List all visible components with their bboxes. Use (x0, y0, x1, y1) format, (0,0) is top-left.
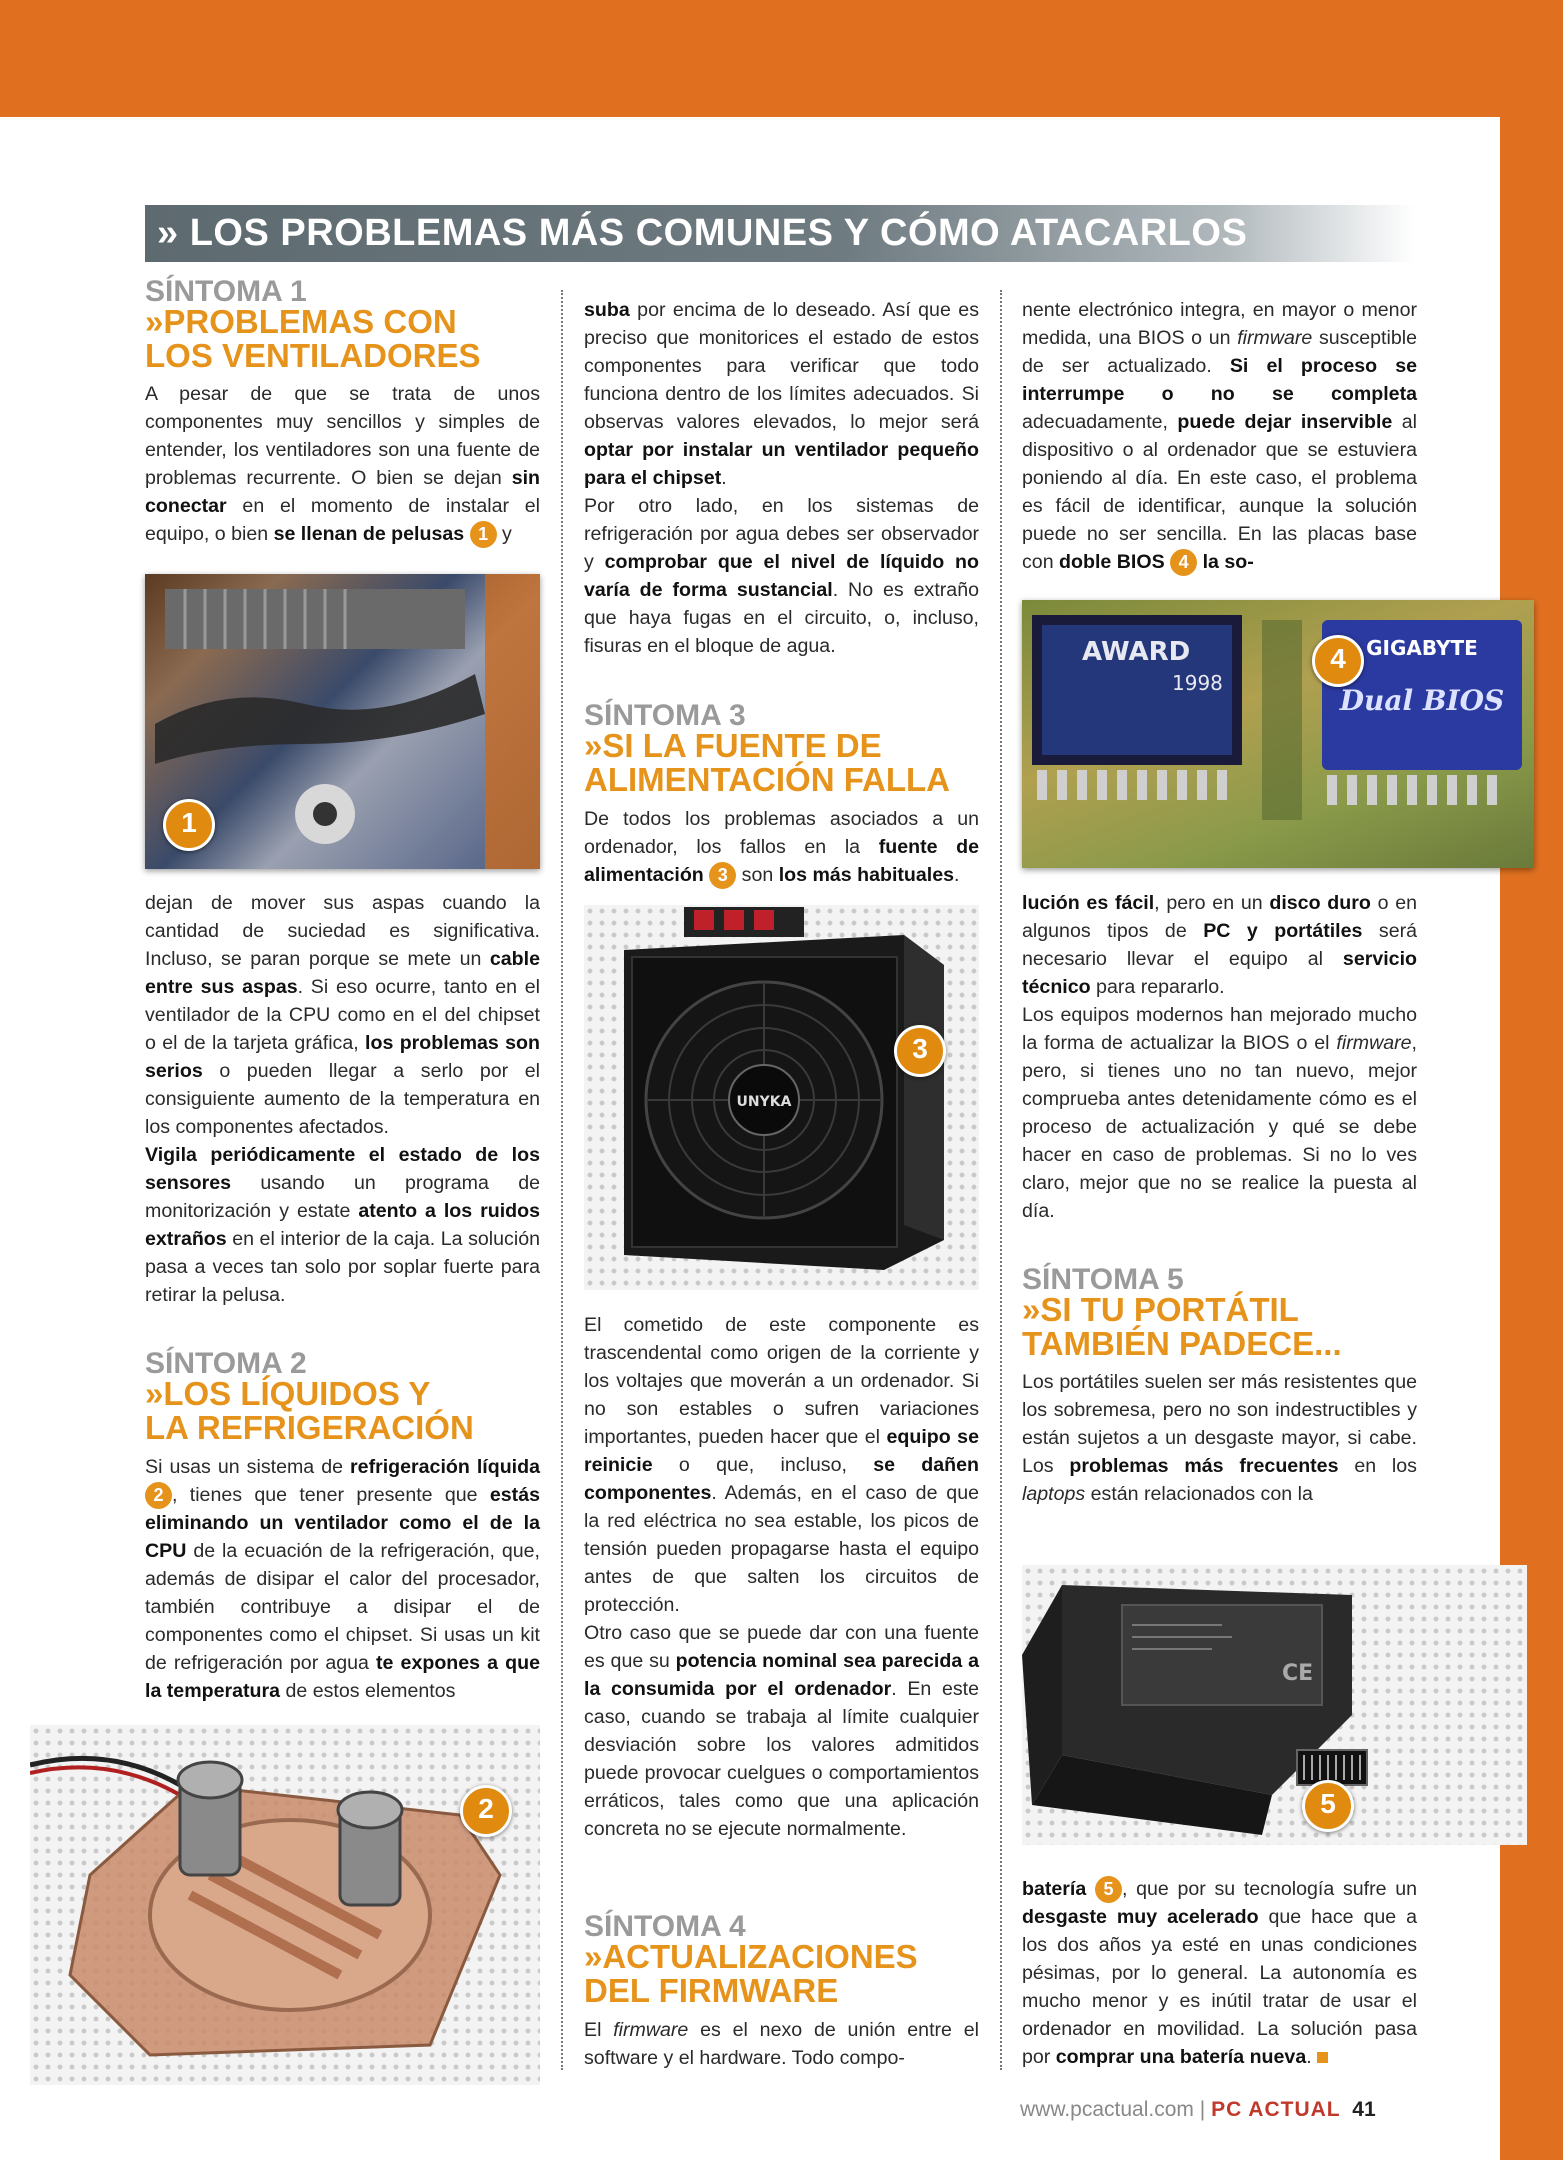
ref-badge-5: 5 (1095, 1876, 1122, 1903)
end-mark (1317, 2052, 1328, 2063)
dusty-fan-photo (145, 574, 540, 869)
symptom-4-body-a: El firmware es el nexo de unión entre el software y el hardware. Todo compo- (584, 2019, 979, 2069)
symptom-3-label: SÍNTOMA 3 (584, 699, 746, 732)
top-accent-bar (0, 0, 1563, 117)
footer-url[interactable]: www.pcactual.com (1020, 2098, 1194, 2121)
photo-badge-5: 5 (1302, 1780, 1354, 1832)
award-text: AWARD (1082, 637, 1191, 667)
water-block-photo (30, 1725, 540, 2085)
symptom-4-label: SÍNTOMA 4 (584, 1910, 746, 1943)
symptom-1-title: »PROBLEMAS CON LOS VENTILADORES (145, 303, 481, 374)
ref-badge-1: 1 (470, 521, 497, 548)
laptop-battery-illustration (1022, 1565, 1527, 1845)
page-footer (1020, 2098, 1376, 2122)
award-year-text: 1998 (1172, 671, 1223, 695)
footer-brand: PC ACTUAL (1211, 2098, 1341, 2121)
gigabyte-text: GIGABYTE (1366, 636, 1478, 660)
symptom-2-label: SÍNTOMA 2 (145, 1347, 307, 1380)
symptom-5-body-a: Los portátiles suelen ser más resistentes que los sobremesa, pero no son indestructibles y están sujetos a un desgaste mayor, si cabe. Los problemas más frecuentes en los laptops están relacionados con la (1022, 1371, 1417, 1505)
symptom-2-body-b: suba por encima de lo deseado. Así que es preciso que monitorices el estado de estos componentes para verificar que todo funciona dentro de los límites adecuados. Si observas valores elevados, lo mejor será optar por instalar un ventilador pequeño para el chipset. Por otro lado, en los sistemas de refrigeración por agua debes ser observador y comprobar que el nivel de líquido no varía de forma sustancial. No es extraño que haya fugas en el circuito, o, incluso, fisuras en el bloque de agua. (584, 299, 980, 657)
column-divider (561, 290, 563, 2070)
symptom-1-body-b: dejan de mover sus aspas cuando la cantidad de suciedad es significativa. Incluso, se paran porque se mete un cable entre sus aspas. Si eso ocurre, tanto en el ventilador de la CPU como en el del chipset o el de la tarjeta gráfica, los problemas son serios o pueden llegar a serlo por el consiguiente aumento de la temperatura en los componentes afectados. Vigila periódicamente el estado de los sensores usando un programa de monitorización y estate atento a los ruidos extraños en el interior de la caja. La solución pasa a veces tan solo por soplar fuerte para retirar la pelusa. (145, 892, 540, 1306)
psu-brand-text: UNYKA (736, 1094, 792, 1110)
symptom-3-title: »SI LA FUENTE DE ALIMENTACIÓN FALLA (584, 727, 951, 798)
column-divider (1000, 290, 1002, 2070)
laptop-battery-photo (1022, 1565, 1527, 1845)
power-supply-illustration (584, 905, 979, 1290)
dual-bios-photo (1022, 600, 1534, 868)
symptom-3-body-a: De todos los problemas asociados a un ordenador, los fallos en la fuente de alimentación 3 son los más habituales. (584, 805, 979, 889)
ce-mark-text: CE (1282, 1661, 1314, 1686)
photo-badge-2: 2 (460, 1785, 512, 1837)
symptom-5-label: SÍNTOMA 5 (1022, 1263, 1184, 1296)
symptom-1-label: SÍNTOMA 1 (145, 275, 307, 308)
symptom-1-body-a: A pesar de que se trata de unos componentes muy sencillos y simples de entender, los ventiladores son una fuente de problemas recurrente. O bien se dejan sin conectar en el momento de instalar el equipo, o bien se llenan de pelusas 1 y (145, 380, 540, 548)
power-supply-photo (584, 905, 979, 1290)
symptom-2-title: »LOS LÍQUIDOS Y LA REFRIGERACIÓN (145, 1375, 474, 1446)
symptom-4-title: »ACTUALIZACIONES DEL FIRMWARE (584, 1938, 918, 2009)
symptom-4-body-c: lución es fácil, pero en un disco duro o en algunos tipos de PC y portátiles será necesario llevar el equipo al servicio técnico para repararlo. Los equipos modernos han mejorado mucho la forma de actualizar la BIOS o el firmware, pero, si tienes uno no tan nuevo, mejor comprueba antes detenidamente cómo es el proceso de actualización y qué se debe hacer en caso de problemas. Si no lo ves claro, mejor que no se realice la puesta al día. (1022, 892, 1418, 1222)
water-block-illustration (30, 1725, 540, 2085)
ref-badge-4: 4 (1170, 549, 1197, 576)
symptom-2-body-a: Si usas un sistema de refrigeración líquida 2 , tienes que tener presente que estás eliminando un ventilador como el de la CPU de la ecuación de la refrigeración, que, además de disipar el calor del procesador, también contribuye a disipar el de componentes como el chipset. Si usas un kit de refrigeración por agua te expones a que la temperatura de estos elementos (145, 1456, 540, 1703)
dual-bios-text: Dual BIOS (1339, 684, 1505, 717)
symptom-3-body-b: El cometido de este componente es trascendental como origen de la corriente y los voltajes que moverán a un ordenador. Si no son estables o sufren variaciones importantes, pueden hacer que el equipo se reinicie o que, incluso, se dañen componentes. Además, en el caso de que la red eléctrica no sea estable, los picos de tensión pueden propagarse hasta el equipo antes de que salten los circuitos de protección. Otro caso que se puede dar con una fuente es que su potencia nominal sea parecida a la consumida por el ordenador. En este caso, cuando se trabaja al límite cualquier desviación sobre los valores admitidos puede provocar cuelgues o comportamientos erráticos, tales como que una aplicación concreta no se ejecute normalmente. (584, 1314, 979, 1840)
symptom-5-body-b: batería 5 , que por su tecnología sufre un desgaste muy acelerado que hace que a los dos años ya esté en unas condiciones pésimas, por lo general. La autonomía es mucho menor y es inútil tratar de usar el ordenador en movilidad. La solución pasa por comprar una batería nueva. (1022, 1878, 1417, 2069)
page-number: 41 (1352, 2098, 1376, 2121)
symptom-4-body-b: nente electrónico integra, en mayor o menor medida, una BIOS o un firmware susceptible de ser actualizado. Si el proceso se interrumpe o no se completa adecuadamente, puede dejar inservible al dispositivo o al ordenador que se estuviera poniendo al día. En este caso, el problema es fácil de identificar, aunque la solución puede no ser sencilla. En las placas base con doble BIOS 4 la so- (1022, 296, 1417, 576)
photo-badge-1: 1 (163, 799, 215, 851)
ref-badge-2: 2 (145, 1482, 172, 1509)
photo-badge-3: 3 (894, 1025, 946, 1077)
photo-badge-4: 4 (1312, 635, 1364, 687)
symptom-5-title: »SI TU PORTÁTIL TAMBIÉN PADECE... (1022, 1291, 1342, 1362)
main-heading: » LOS PROBLEMAS MÁS COMUNES Y CÓMO ATACARLOS (145, 205, 1415, 262)
ref-badge-3: 3 (709, 862, 736, 889)
dual-bios-illustration (1022, 600, 1534, 868)
footer-separator: | (1199, 2098, 1206, 2121)
